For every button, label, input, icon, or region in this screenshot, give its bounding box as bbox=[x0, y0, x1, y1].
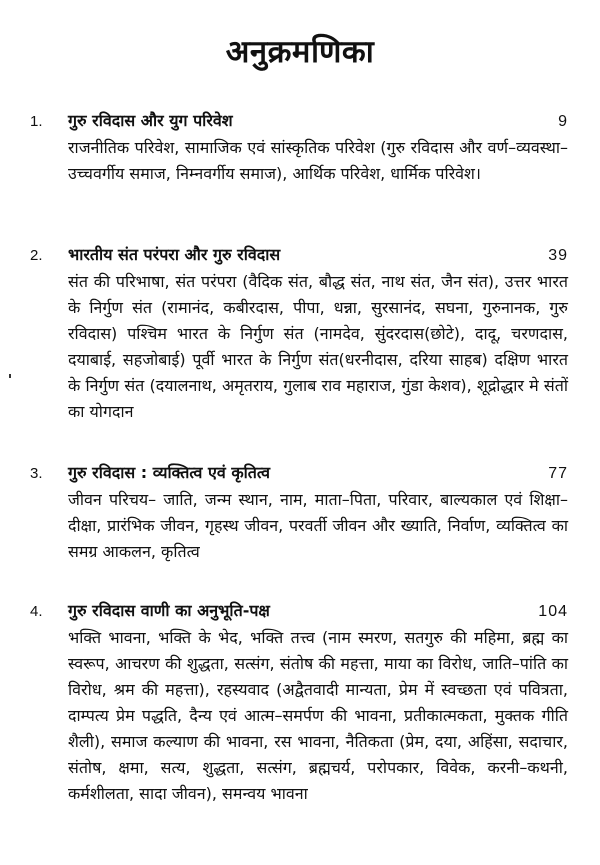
chapter-title: भारतीय संत परंपरा और गुरु रविदास bbox=[68, 245, 281, 264]
chapter-heading bbox=[30, 598, 568, 625]
chapter-number: 2. bbox=[30, 247, 43, 264]
chapter-description: राजनीतिक परिवेश, सामाजिक एवं सांस्कृतिक परिवेश (गुरु रविदास और वर्ण–व्यवस्था–उच्चवर्गीय समाज, निम्नवर्गीय समाज), आर्थिक परिवेश, धार्मिक परिवेश। bbox=[68, 138, 568, 183]
chapter-description: भक्ति भावना, भक्ति के भेद, भक्ति तत्त्व (नाम स्मरण, सतगुरु की महिमा, ब्रह्म का स्वरूप, आचरण की शुद्धता, सत्संग, संतोष की महत्ता, माया का विरोध, जाति–पांति का विरोध, श्रम की महत्ता), रहस्यवाद (अद्वैतवादी मान्यता, प्रेम में स्वच्छता एवं पवित्रता, दाम्पत्य प्रेम पद्धति, दैन्य एवं आत्म–समर्पण की भावना, प्रतीकात्मकता, मुक्तक गीति शैली), समाज कल्याण की भावना, रस भावना, नैतिकता (प्रेम, दया, अहिंसा, सदाचार, संतोष, क्षमा, सत्य, शुद्धता, सत्संग, ब्रह्मचर्य, परोपकार, विवेक, करनी–कथनी, कर्मशीलता, सादा जीवन), समन्वय भावना bbox=[68, 628, 568, 803]
page-title: अनुक्रमणिका bbox=[225, 34, 375, 70]
chapter-2 bbox=[30, 242, 568, 425]
chapter-title: गुरु रविदास और युग परिवेश bbox=[68, 111, 233, 130]
chapter-1 bbox=[30, 108, 568, 187]
chapter-4 bbox=[30, 598, 568, 807]
chapter-number: 4. bbox=[30, 603, 43, 620]
chapter-heading bbox=[30, 460, 568, 487]
margin-mark bbox=[9, 374, 11, 378]
chapter-description: जीवन परिचय– जाति, जन्म स्थान, नाम, माता–पिता, परिवार, बाल्यकाल एवं शिक्षा–दीक्षा, प्रारंभिक जीवन, गृहस्थ जीवन, परवर्ती जीवन और ख्याति, निर्वाण, व्यक्तित्व का समग्र आकलन, कृतित्व bbox=[68, 490, 568, 561]
chapter-heading bbox=[30, 242, 568, 269]
chapter-title: गुरु रविदास वाणी का अनुभूति-पक्ष bbox=[68, 601, 270, 620]
chapter-number: 1. bbox=[30, 113, 43, 130]
chapter-number: 3. bbox=[30, 465, 43, 482]
chapter-page-number: 77 bbox=[548, 465, 568, 482]
chapter-page-number: 104 bbox=[538, 603, 568, 620]
chapter-heading bbox=[30, 108, 568, 135]
chapter-page-number: 9 bbox=[558, 113, 568, 130]
chapter-title: गुरु रविदास : व्यक्तित्व एवं कृतित्व bbox=[68, 463, 271, 482]
chapter-description: संत की परिभाषा, संत परंपरा (वैदिक संत, बौद्ध संत, नाथ संत, जैन संत), उत्तर भारत के निर्गुण संत (रामानंद, कबीरदास, पीपा, धन्ना, सुरसानंद, सघना, गुरुनानक, गुरु रविदास) पश्चिम भारत के निर्गुण संत (नामदेव, सुंदरदास(छोटे), दादू, चरणदास, दयाबाई, सहजोबाई) पूर्वी भारत के निर्गुण संत(धरनीदास, दरिया साहब) दक्षिण भारत के निर्गुण संत (दयालनाथ, अमृतराय, गुलाब राव महाराज, गुंडा केशव), शूद्रोद्धार मे संतों का योगदान bbox=[68, 272, 568, 421]
chapter-3 bbox=[30, 460, 568, 565]
chapter-page-number: 39 bbox=[548, 247, 568, 264]
